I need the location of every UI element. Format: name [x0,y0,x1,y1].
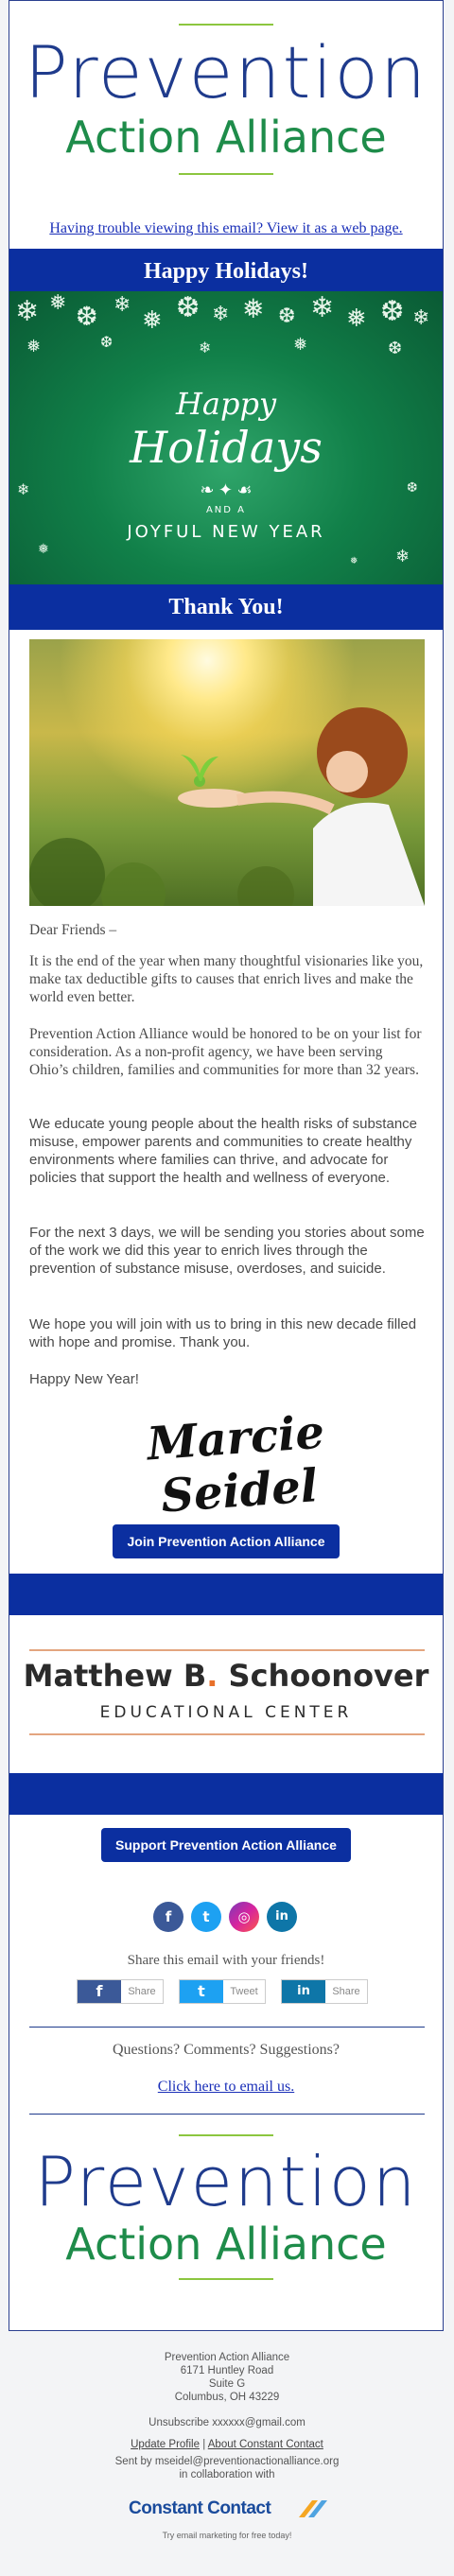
snowflake-icon: ❆ [388,339,403,358]
sponsor-dot: . [206,1658,218,1694]
letter-paragraph: Prevention Action Alliance would be honored to be on your list for consideration. As a non-profit agency, we have been serving Ohio’s children, families and communities for more than 32 years. [29,1026,422,1078]
snowflake-icon: ❅ [346,305,367,333]
snowflake-icon: ❅ [242,293,265,324]
about-cc-link[interactable]: About Constant Contact [207,2439,323,2450]
sponsor-sub: EDUCATIONAL CENTER [99,1703,353,1722]
collab: in collaboration with [179,2469,275,2480]
holiday-banner [9,291,443,584]
holiday-and-a: AND A [205,505,247,515]
email-container [9,0,444,2331]
snowflake-icon: ❆ [380,295,405,328]
cc-tagline[interactable]: Try email marketing for free today! [162,2531,292,2540]
twitter-share-button[interactable] [179,1979,266,2004]
snowflake-icon: ❅ [293,335,308,355]
twitter-icon[interactable]: t [191,1902,221,1932]
constant-contact-logo[interactable] [129,2493,337,2525]
linkedin-icon: in [282,1980,325,2003]
footer-address: Columbus, OH 43229 [174,2392,280,2403]
cc-swoosh-icon [295,2497,329,2521]
signature: Marcie Seidel [145,1405,326,1523]
snowflake-icon: ❅ [350,556,358,566]
child-seedling-photo [29,639,425,906]
divider [179,173,273,175]
linkedin-share-button[interactable] [281,1979,368,2004]
share-text: Share this email with your friends! [127,1953,325,1968]
facebook-icon[interactable]: f [153,1902,183,1932]
share-label: Share [332,1986,360,1997]
snowflake-icon: ❆ [407,480,418,496]
letter-paragraph: It is the end of the year when many thoughtful visionaries like you, make tax deductible gifts to causes that enrich lives and make the world even better. [29,953,424,1005]
snowflake-icon: ❆ [100,333,114,351]
sponsor-name-b: Schoonover [218,1658,429,1694]
logo-line1: Prevention [24,30,428,114]
snowflake-icon: ❄ [15,295,40,328]
unsubscribe-link[interactable]: Unsubscribe xxxxxx@gmail.com [148,2417,306,2428]
join-button[interactable]: Join Prevention Action Alliance [113,1524,340,1558]
linkedin-icon[interactable]: in [267,1902,297,1932]
logo-top [9,24,443,175]
facebook-icon: f [78,1980,121,2003]
snowflake-icon: ❄ [212,303,230,326]
logo-line2: Action Alliance [65,2219,387,2270]
snowflake-icon: ❄ [310,291,335,324]
snowflake-icon: ❄ [395,547,410,566]
logo-bottom [9,2134,443,2280]
snowflake-icon: ❆ [176,291,201,324]
update-profile-link[interactable]: Update Profile [131,2439,200,2450]
email-us-link[interactable]: Click here to email us. [157,2079,295,2095]
letter-paragraph: Happy New Year! [29,1371,139,1387]
support-button[interactable]: Support Prevention Action Alliance [101,1828,351,1862]
divider [179,2278,273,2280]
snowflake-icon: ❅ [49,291,67,315]
footer-separator: | [200,2439,208,2450]
footer-address: Suite G [208,2378,246,2390]
cc-logo-text: Constant Contact [129,2498,271,2518]
snowflake-icon: ❅ [38,542,49,557]
flourish-icon: ❧ ✦ ☙ [200,480,253,499]
sponsor-name-a: Matthew B [23,1658,207,1694]
blue-divider-band [9,1574,443,1615]
sponsor-logo [9,1658,443,1694]
snowflake-icon: ❅ [26,337,42,357]
holiday-joyful: JOYFUL NEW YEAR [127,522,325,542]
sponsor-rule [29,1649,425,1651]
holidays-band: Happy Holidays! [9,249,443,294]
tweet-label: Tweet [230,1986,258,1997]
snowflake-icon: ❄ [199,339,212,357]
sponsor-rule [29,1733,425,1735]
snowflake-icon: ❅ [142,306,163,335]
holiday-greeting-1: Happy [175,386,277,422]
snowflake-icon: ❄ [17,480,30,498]
divider [29,2027,425,2028]
logo-line2: Action Alliance [65,112,387,163]
blue-divider-band [9,1773,443,1815]
snowflake-icon: ❄ [114,293,131,317]
letter-paragraph: For the next 3 days, we will be sending you stories about some of the work we did this year to enrich lives through the prevention of substance misuse, overdoses, and suicide. [29,1225,425,1277]
webview-link[interactable]: Having trouble viewing this email? View it as a web page. [49,220,403,236]
instagram-icon[interactable]: ◎ [229,1902,259,1932]
snowflake-icon: ❄ [412,306,430,330]
thanks-band: Thank You! [9,584,443,630]
sent-by: Sent by mseidel@preventionactionalliance.org [114,2456,340,2467]
photo-illustration [29,639,425,906]
divider [179,24,273,26]
logo-line1: Prevention [34,2142,418,2221]
letter-paragraph: We hope you will join with us to bring in this new decade filled with hope and promise. Thank you. [29,1316,417,1350]
snowflake-icon: ❆ [278,305,296,328]
share-label: Share [128,1986,156,1997]
footer-links [0,2438,454,2451]
divider [179,2134,273,2136]
footer-org: Prevention Action Alliance [164,2352,290,2363]
contact-question: Questions? Comments? Suggestions? [113,2042,340,2058]
salutation: Dear Friends – [29,922,117,938]
letter-paragraph: We educate young people about the health risks of substance misuse, empower parents and communities to create healthy environments where families can thrive, and advocate for policies that support the health and wellness of everyone. [29,1116,418,1186]
holiday-greeting-2: Holidays [130,422,323,473]
facebook-share-button[interactable] [77,1979,164,2004]
twitter-icon: t [180,1980,223,2003]
snowflake-icon: ❆ [76,301,98,332]
footer-address: 6171 Huntley Road [180,2365,274,2376]
divider [29,2114,425,2115]
